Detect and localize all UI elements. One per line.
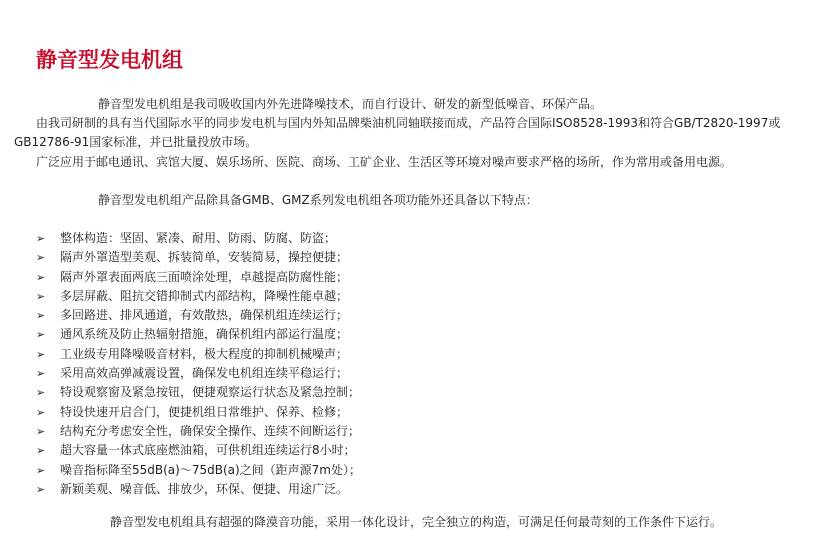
feature-text: 特设快速开启合门，便捷机组日常维护、保养、检修； (60, 404, 349, 419)
feature-item (0, 287, 361, 306)
closing-paragraph: 静音型发电机组具有超强的降漠音功能，采用一体化设计，完全独立的构造，可满足任何最苛刻的工作条件下运行。 (110, 515, 723, 529)
feature-text: 新颖美观、噪音低、排放少，环保、便捷、用途广泛。 (60, 481, 349, 496)
feature-item (0, 229, 361, 248)
arrow-bullet-icon: ➢ (36, 386, 46, 400)
feature-text: 多回路进、排风通道，有效散热，确保机组连续运行； (60, 308, 349, 323)
feature-text: 噪音指标降至55dB(a)～75dB(a)之间（距声源7m处）； (60, 462, 361, 477)
manufacturing-paragraph-line1: 由我司研制的具有当代国际水平的同步发电机与国内外知品牌柴油机同轴联接而成，产品符合国际ISO8528-1993和符合GB/T2820-1997或 (36, 116, 781, 130)
arrow-bullet-icon: ➢ (36, 251, 46, 265)
feature-text: 工业级专用降噪吸音材料，极大程度的抑制机械噪声； (60, 346, 349, 361)
feature-item (0, 441, 361, 460)
feature-list (0, 229, 361, 499)
feature-item (0, 248, 361, 267)
arrow-bullet-icon: ➢ (36, 328, 46, 342)
feature-text: 超大容量一体式底座燃油箱，可供机组连续运行8小时； (60, 443, 356, 458)
feature-text: 通风系统及防止热辐射措施，确保机组内部运行温度； (60, 327, 349, 342)
features-intro: 静音型发电机组产品除具备GMB、GMZ系列发电机组各项功能外还具备以下特点： (98, 193, 538, 207)
manufacturing-paragraph-line2: GB12786-91国家标准，并已批量投放市场。 (14, 135, 258, 149)
page-title: 静音型发电机组 (36, 48, 183, 72)
arrow-bullet-icon: ➢ (36, 270, 46, 284)
arrow-bullet-icon: ➢ (36, 309, 46, 323)
arrow-bullet-icon: ➢ (36, 482, 46, 496)
arrow-bullet-icon: ➢ (36, 367, 46, 381)
arrow-bullet-icon: ➢ (36, 424, 46, 438)
arrow-bullet-icon: ➢ (36, 347, 46, 361)
intro-paragraph: 静音型发电机组是我司吸收国内外先进降噪技术，而自行设计、研发的新型低噪音、环保产品。 (98, 97, 603, 111)
arrow-bullet-icon: ➢ (36, 463, 46, 477)
arrow-bullet-icon: ➢ (36, 405, 46, 419)
feature-text: 特设观察窗及紧急按钮，便捷观察运行状态及紧急控制； (60, 385, 361, 400)
feature-item (0, 480, 361, 499)
feature-item (0, 325, 361, 344)
application-paragraph: 广泛应用于邮电通讯、宾馆大厦、娱乐场所、医院、商场、工矿企业、生活区等环境对噪声要求严格的场所，作为常用或备用电源。 (36, 155, 733, 169)
feature-text: 采用高效高弹减震设置，确保发电机组连续平稳运行； (60, 366, 349, 381)
feature-text: 隔声外罩表面两底三面喷涂处理，卓越提高防腐性能； (60, 269, 349, 284)
arrow-bullet-icon: ➢ (36, 444, 46, 458)
feature-item (0, 364, 361, 383)
feature-text: 整体构造：坚固、紧凑、耐用、防雨、防腐、防盗； (60, 231, 337, 245)
arrow-bullet-icon: ➢ (36, 289, 46, 303)
feature-item (0, 345, 361, 364)
feature-text: 多层屏蔽、阻抗交错抑制式内部结构，降噪性能卓越； (60, 288, 349, 303)
feature-item (0, 403, 361, 422)
feature-item (0, 422, 361, 441)
feature-item (0, 383, 361, 402)
feature-item (0, 461, 361, 480)
feature-text: 隔声外罩造型美观、拆装简单，安装简易，操控便捷； (60, 250, 349, 265)
arrow-bullet-icon: ➢ (36, 232, 46, 245)
feature-item (0, 306, 361, 325)
feature-text: 结构充分考虑安全性，确保安全操作、连续不间断运行； (60, 423, 361, 438)
feature-item (0, 268, 361, 287)
